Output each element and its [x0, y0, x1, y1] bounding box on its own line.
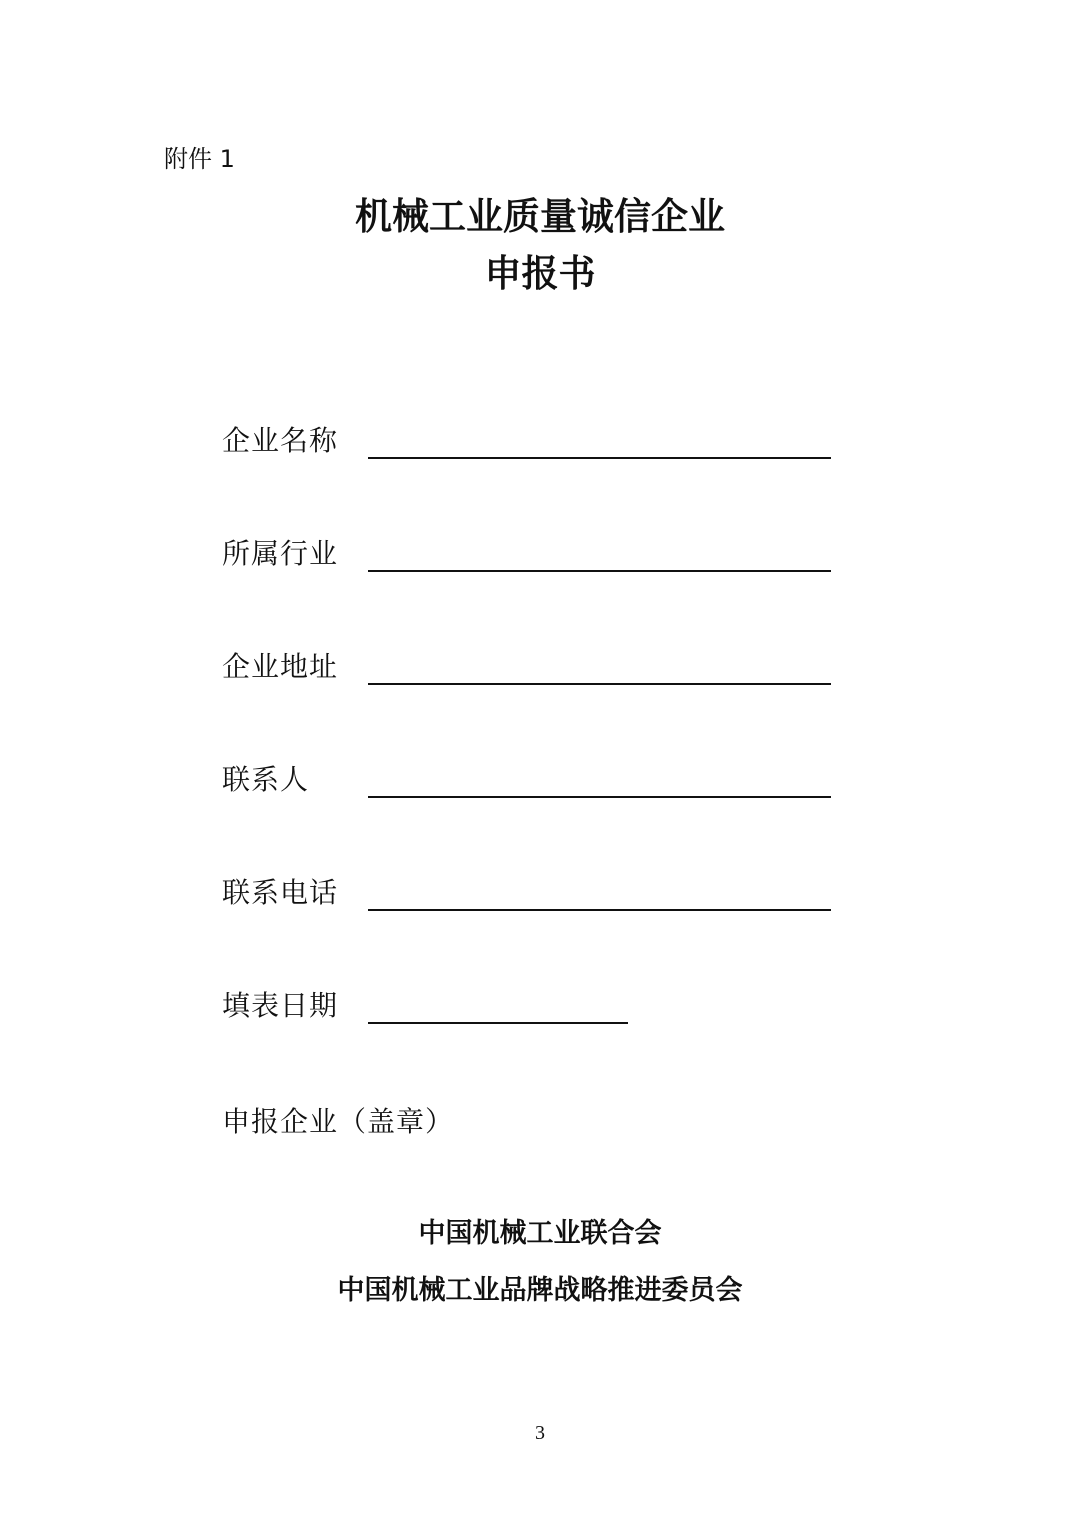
field-label-phone: 联系电话 — [222, 876, 339, 909]
attachment-label: 附件 1 — [164, 145, 235, 173]
phone-field[interactable] — [368, 909, 831, 911]
field-label-company-name: 企业名称 — [222, 424, 339, 457]
field-label-address: 企业地址 — [222, 650, 339, 683]
field-label-industry: 所属行业 — [222, 537, 339, 570]
form-row-contact-person — [222, 762, 842, 802]
form-row-phone — [222, 875, 842, 915]
document-title-line2: 申报书 — [484, 252, 596, 295]
field-label-fill-date: 填表日期 — [222, 989, 339, 1022]
document-title-line1: 机械工业质量诚信企业 — [355, 195, 725, 238]
form-row-company-name — [222, 423, 842, 463]
industry-field[interactable] — [368, 570, 831, 572]
company-name-field[interactable] — [368, 457, 831, 459]
field-label-contact-person: 联系人 — [222, 763, 310, 796]
application-form — [222, 0, 842, 1160]
form-row-address — [222, 649, 842, 689]
address-field[interactable] — [368, 683, 831, 685]
page-number: 3 — [535, 1422, 545, 1444]
contact-person-field[interactable] — [368, 796, 831, 798]
seal-label: 申报企业（盖章） — [222, 1105, 455, 1138]
fill-date-field[interactable] — [368, 1022, 628, 1024]
organization-name-2: 中国机械工业品牌战略推进委员会 — [337, 1275, 743, 1306]
organization-name-1: 中国机械工业联合会 — [418, 1218, 662, 1249]
form-row-industry — [222, 536, 842, 576]
form-row-fill-date — [222, 988, 842, 1028]
